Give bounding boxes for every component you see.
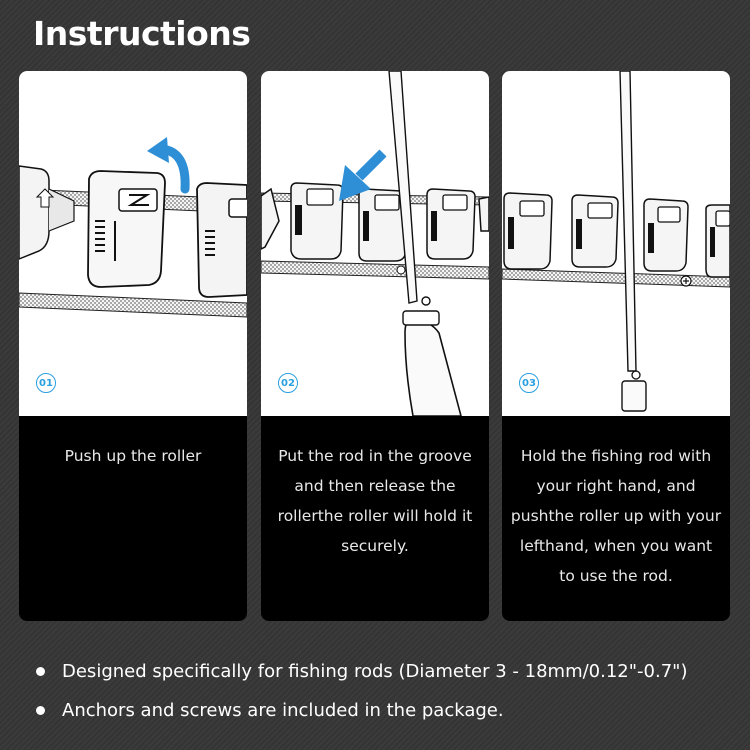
rod-remove-illustration: [502, 71, 730, 416]
step-number-badge: 02: [278, 373, 298, 393]
bullet-dot-icon: [36, 706, 45, 715]
feature-item: [36, 691, 687, 730]
rod-insert-illustration: [261, 71, 489, 416]
step-2-illustration: [261, 71, 489, 416]
bullet-dot-icon: [36, 667, 45, 676]
step-card-1: [19, 71, 247, 621]
step-caption: Hold the fishing rod with your right hand, and pushthe roller up with your lefthand, when you want to use the rod.: [510, 447, 722, 585]
step-card-2: [261, 71, 489, 621]
roller-push-up-illustration: [19, 71, 247, 416]
page-title: Instructions: [33, 14, 251, 53]
step-card-3: [502, 71, 730, 621]
feature-list: [36, 652, 687, 730]
step-1-illustration: [19, 71, 247, 416]
feature-item: [36, 652, 687, 691]
step-number-badge: 01: [36, 373, 56, 393]
step-caption: Put the rod in the groove and then release the rollerthe roller will hold it securely.: [277, 447, 473, 555]
feature-text: Designed specifically for fishing rods (Diameter 3 - 18mm/0.12"-0.7"): [62, 661, 688, 682]
step-3-illustration: [502, 71, 730, 416]
feature-text: Anchors and screws are included in the package.: [62, 700, 504, 721]
step-caption: Push up the roller: [64, 447, 202, 465]
step-number-badge: 03: [519, 373, 539, 393]
